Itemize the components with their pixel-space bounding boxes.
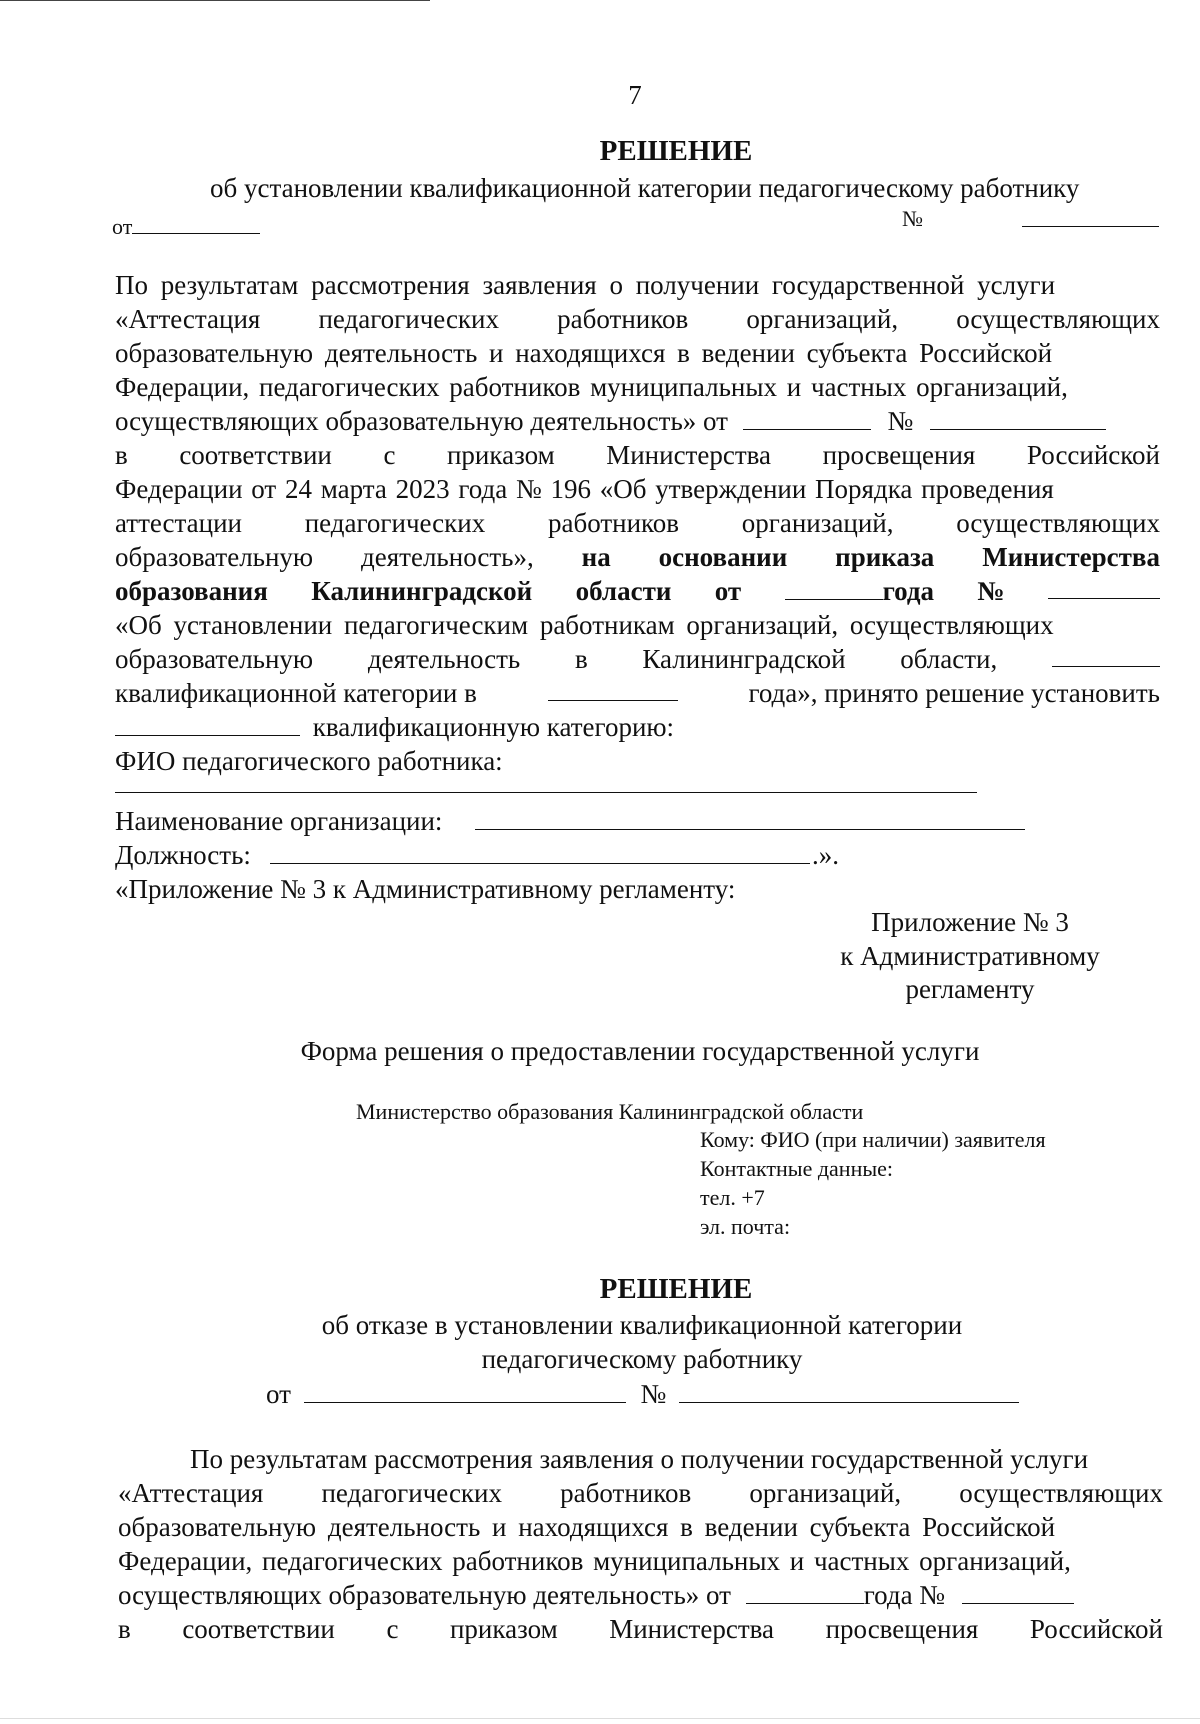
refusal-date-line: от № bbox=[266, 1377, 1019, 1411]
paragraph-line: квалификационную категорию: bbox=[115, 710, 674, 744]
fio-label: ФИО педагогического работника: bbox=[115, 746, 503, 776]
decision-subtitle: об установлении квалификационной категории педагогическому работнику bbox=[210, 173, 1080, 203]
appendix-line: регламенту bbox=[905, 974, 1035, 1004]
number-label: № bbox=[902, 206, 923, 231]
paragraph-line-justified: в соответствии с приказом Министерства просвещения Российской bbox=[118, 1614, 1163, 1644]
org-blank bbox=[475, 829, 1025, 830]
recipient-phone: тел. +7 bbox=[700, 1185, 765, 1210]
page-number: 7 bbox=[628, 80, 642, 110]
appendix-line: к Административному bbox=[840, 941, 1100, 971]
recipient-to: Кому: ФИО (при наличии) заявителя bbox=[700, 1127, 1046, 1152]
appendix-intro: «Приложение № 3 к Административному регламенту: bbox=[115, 874, 736, 904]
paragraph-line: квалификационной категории в года», принято решение установить bbox=[115, 678, 1160, 708]
recipient-contacts: Контактные данные: bbox=[700, 1156, 893, 1181]
paragraph-line: Федерации, педагогических работников муниципальных и частных организаций, bbox=[115, 372, 1068, 402]
paragraph-line: осуществляющих образовательную деятельность» от года № bbox=[118, 1578, 1074, 1612]
paragraph-line-justified: образования Калининградской области от года № bbox=[115, 574, 1160, 608]
recipient-email: эл. почта: bbox=[700, 1214, 791, 1239]
appendix-line: Приложение № 3 bbox=[871, 907, 1069, 937]
paragraph-line: Федерации, педагогических работников муниципальных и частных организаций, bbox=[118, 1546, 1071, 1576]
paragraph-line-justified: «Аттестация педагогических работников организаций, осуществляющих bbox=[118, 1478, 1163, 1508]
scan-edge-line-bottom bbox=[0, 1718, 1200, 1719]
fio-blank bbox=[115, 792, 977, 793]
number-blank bbox=[1022, 226, 1159, 227]
refusal-subtitle: об отказе в установлении квалификационной категории bbox=[321, 1310, 963, 1340]
paragraph-line: По результатам рассмотрения заявления о получении государственной услуги bbox=[115, 270, 1056, 300]
paragraph-line: По результатам рассмотрения заявления о получении государственной услуги bbox=[190, 1444, 1089, 1474]
paragraph-line-justified: образовательную деятельность в Калининградской области, bbox=[115, 642, 1160, 676]
paragraph-line-justified: аттестации педагогических работников организаций, осуществляющих bbox=[115, 508, 1160, 538]
org-label: Наименование организации: bbox=[115, 806, 443, 836]
paragraph-line: образовательную деятельность и находящихся в ведении субъекта Российской bbox=[118, 1512, 1056, 1542]
form-title: Форма решения о предоставлении государственной услуги bbox=[300, 1036, 980, 1066]
paragraph-line-justified: «Аттестация педагогических работников организаций, осуществляющих bbox=[115, 304, 1160, 334]
decision-title: РЕШЕНИЕ bbox=[599, 135, 753, 167]
position-end: .». bbox=[812, 840, 839, 870]
position-blank bbox=[270, 863, 810, 864]
paragraph-line: Федерации от 24 марта 2023 года № 196 «Об утверждении Порядка проведения bbox=[115, 474, 1054, 504]
ministry-name: Министерство образования Калининградской области bbox=[356, 1099, 864, 1124]
paragraph-line: осуществляющих образовательную деятельность» от № bbox=[115, 404, 1106, 438]
paragraph-line-justified: в соответствии с приказом Министерства просвещения Российской bbox=[115, 440, 1160, 470]
paragraph-line: образовательную деятельность и находящихся в ведении субъекта Российской bbox=[115, 338, 1053, 368]
paragraph-line: «Об установлении педагогическим работникам организаций, осуществляющих bbox=[115, 610, 1054, 640]
scan-edge-line bbox=[0, 0, 430, 1]
refusal-subtitle: педагогическому работнику bbox=[481, 1344, 803, 1374]
paragraph-line-justified: образовательную деятельность», на основании приказа Министерства bbox=[115, 542, 1160, 572]
refusal-title: РЕШЕНИЕ bbox=[599, 1273, 753, 1305]
position-label: Должность: bbox=[115, 840, 251, 870]
date-label: от bbox=[112, 209, 260, 241]
